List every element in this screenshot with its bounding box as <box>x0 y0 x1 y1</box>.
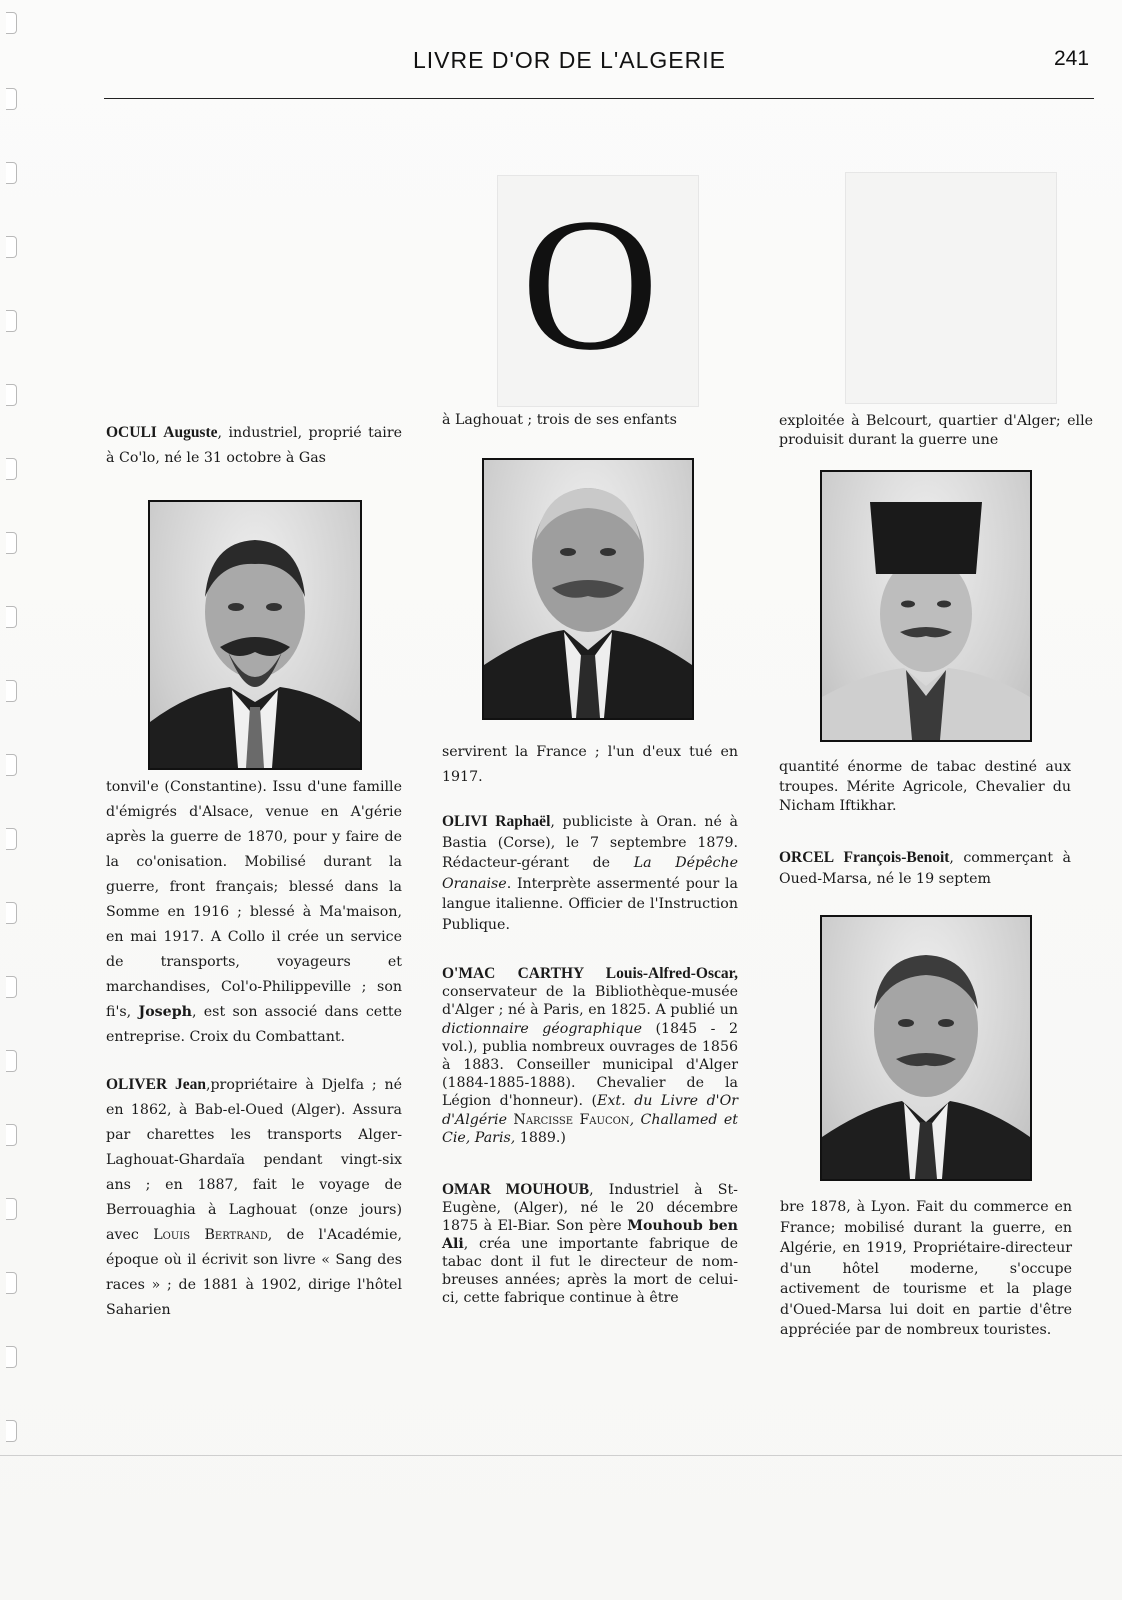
book-title: dictionnaire géographique <box>442 1020 643 1037</box>
entry-oliver <box>106 1072 402 1323</box>
entry-orcel-intro <box>779 847 1071 890</box>
entry-text: , commerçant à Oued-Marsa, né le 19 septem <box>779 849 1071 887</box>
entry-oculi-body <box>106 775 402 1050</box>
father-name: Mouhoub ben Ali <box>442 1218 738 1253</box>
entry-text: , est son associé dans cette entreprise. Croix du Combattant. <box>106 1004 403 1045</box>
author-name: Louis Bertrand <box>153 1227 268 1243</box>
entry-name: OCULI <box>106 424 157 441</box>
publisher: , Challamed et Cie, Paris, <box>442 1111 738 1146</box>
source-title: Ext. du Livre d'Or d'Algérie <box>442 1093 738 1128</box>
entry-text: , créa une importante fabrique de tabac dont il fut le directeur de nombreuses années; après la mort de celui-ci, cette fabrique continue à être <box>442 1236 738 1307</box>
entry-firstname: Jean <box>174 1076 206 1093</box>
entry-text: ,propriétaire à Djelfa ; né en 1862, à Bab-el-Oued (Alger). Assura par charettes les transports Alger-Laghouat-Ghardaïa pendant vingt-six ans ; en 1887, fait le voyage de Berrouaghia à Laghouat (onze jours) avec <box>106 1077 402 1243</box>
portrait-oliver <box>482 458 694 720</box>
column-3-bottom <box>780 1197 1072 1341</box>
portrait-omar <box>820 470 1032 742</box>
journal-title: La Dépêche Oranaise <box>442 855 738 892</box>
entry-text: (1845 - 2 vol.), publia nombreux ouvrages de 1856 à 1883. Conseiller municipal d'Alger (1884-1885-1888). Chevalier de la Légion d'honneur). ( <box>442 1020 738 1110</box>
entry-firstname: François-Benoit <box>843 848 950 866</box>
entry-oliver-cont: à Laghouat ; trois de ses enfants <box>442 412 677 428</box>
entry-text: , publiciste à Oran. né à Bastia (Corse), le 7 septembre 1879. Rédacteur-gérant de <box>442 814 738 871</box>
column-1 <box>106 420 402 471</box>
entry-name: OMAR MOUHOUB <box>442 1181 590 1199</box>
column-3-body <box>779 758 1071 890</box>
entry-text: tonvil'e (Constantine). Issu d'une famille d'émigrés d'Alsace, venue en A'gérie après la guerre de 1870, pour y faire de la co'onisation. Mobilisé durant la guerre, front français; blessé dans la Somme en 1916 ; blessé à Ma'maison, en mai 1917. A Collo il crée un service de transports, voyageurs et marchandises, Col'o-Philippeville ; son fi's, <box>106 779 402 1020</box>
column-2-top <box>442 408 738 433</box>
running-title: LIVRE D'OR DE L'ALGERIE <box>413 47 726 73</box>
entry-text: conservateur de la Bibliothèque-musée d'Alger ; né à Paris, en 1825. A publié un <box>442 984 738 1019</box>
entry-text: . Interprète assermenté pour la langue italienne. Officier de l'Instruction Publique. <box>442 875 738 933</box>
column-1-body <box>106 775 402 1323</box>
entry-omar-cont-2: quantité énorme de tabac destiné aux troupes. Mérite Agricole, Chevalier du Nicham Iftikhar. <box>779 759 1071 814</box>
entry-name: O'MAC CARTHY Louis-Alfred-Oscar, <box>442 965 738 982</box>
entry-oculi-intro <box>106 420 402 471</box>
entry-name: ORCEL <box>779 848 835 866</box>
entry-text: 1889.) <box>515 1129 566 1146</box>
entry-orcel-body: bre 1878, à Lyon. Fait du commerce en France; mobilisé durant la guerre, en Algérie, en 1919, Propriétaire-directeur d'un hôtel moderne, s'occupe activement de tourisme et la plage d'Oued-Marsa lui doit en partie d'être appréciée par de nombreux touristes. <box>780 1199 1072 1338</box>
portrait-oculi <box>148 500 362 770</box>
entry-firstname: Raphaël <box>495 813 551 830</box>
portrait-icon <box>484 460 692 718</box>
column-2-body <box>442 740 738 1307</box>
header-rule <box>104 98 1094 99</box>
entry-name: OLIVER <box>106 1076 168 1093</box>
section-letter: O <box>521 180 659 390</box>
page-edge <box>0 1455 1122 1456</box>
ghost-photo <box>845 172 1057 404</box>
entry-omac <box>442 965 738 1147</box>
portrait-icon <box>822 917 1030 1179</box>
portrait-orcel <box>820 915 1032 1181</box>
entry-oliver-cont-2: servirent la France ; l'un d'eux tué en 1917. <box>442 744 738 785</box>
entry-text: , industriel, proprié taire à Co'lo, né le 31 octobre à Gas <box>106 425 402 466</box>
portrait-icon <box>150 502 360 768</box>
portrait-icon <box>822 472 1030 740</box>
entry-omar-cont: exploitée à Belcourt, quartier d'Alger; elle produisit durant la guerre une <box>779 413 1093 448</box>
entry-firstname: Auguste <box>163 424 218 441</box>
entry-olivi <box>442 812 738 935</box>
entry-omar <box>442 1181 738 1307</box>
binding-holes <box>0 0 24 1450</box>
column-3-top <box>779 412 1093 450</box>
author-name: Narcisse Faucon <box>513 1111 630 1128</box>
son-name: Joseph <box>138 1004 192 1020</box>
page-number: 241 <box>1054 47 1090 70</box>
entry-name: OLIVI <box>442 813 488 830</box>
entry-text: , de l'Académie, époque où il écrivit son livre « Sang des races » ; de 1881 à 1902, dirige l'hôtel Saharien <box>106 1227 402 1318</box>
entry-text: , Industriel à St-Eugène, (Alger), né le 20 décembre 1875 à El-Biar. Son père <box>442 1182 738 1235</box>
